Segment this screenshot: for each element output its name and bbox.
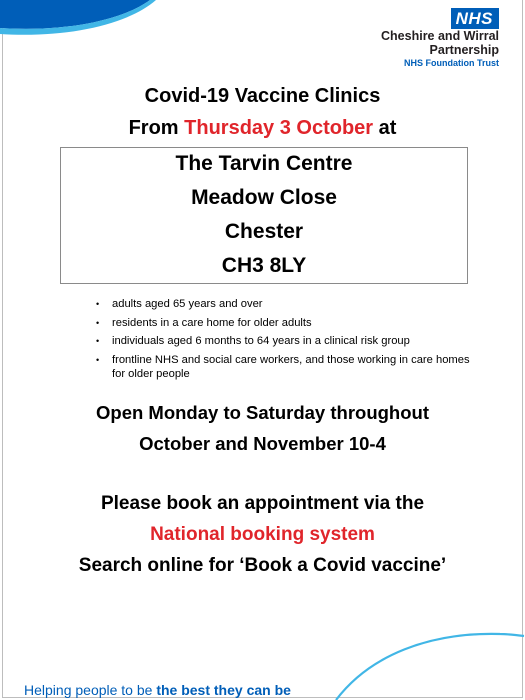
trust-name: NHS Foundation Trust: [404, 58, 499, 68]
list-item: • frontline NHS and social care workers, and those working in care homes for older people: [96, 353, 470, 380]
org-name-line1: Cheshire and Wirral: [381, 29, 499, 43]
venue-postcode: CH3 8LY: [221, 254, 307, 277]
list-item: • adults aged 65 years and over: [96, 298, 263, 310]
start-date-highlight: Thursday 3 October: [184, 117, 374, 139]
search-online-text: Search online for ‘Book a Covid vaccine’: [78, 555, 447, 576]
org-name-line2: Partnership: [429, 43, 499, 57]
footer-tagline: Helping people to be the best they can be: [24, 682, 291, 698]
venue-address-box: [60, 147, 468, 284]
eligibility-list: [96, 297, 476, 386]
page-title: Covid-19 Vaccine Clinics: [144, 85, 381, 107]
bullet-icon: •: [96, 299, 100, 309]
start-date-suffix: at: [373, 117, 397, 139]
start-date-prefix: From: [128, 117, 185, 139]
bullet-icon: •: [96, 317, 100, 328]
venue-name: The Tarvin Centre: [175, 152, 353, 175]
nhs-logo: NHS: [451, 8, 499, 29]
list-item: • individuals aged 6 months to 64 years in a clinical risk group: [96, 335, 410, 347]
venue-town: Chester: [224, 220, 304, 243]
start-date-line: [0, 115, 525, 141]
bullet-icon: •: [96, 336, 100, 346]
opening-times-line2: October and November 10-4: [139, 433, 386, 454]
booking-instruction: Please book an appointment via the: [100, 493, 425, 514]
opening-times-line1: Open Monday to Saturday throughout: [96, 402, 429, 423]
bullet-icon: •: [96, 354, 100, 365]
list-item: • residents in a care home for older adults: [96, 316, 312, 329]
venue-street: Meadow Close: [191, 186, 337, 209]
nhs-logo-block: [381, 8, 499, 69]
national-booking-system-text: National booking system: [150, 524, 375, 545]
